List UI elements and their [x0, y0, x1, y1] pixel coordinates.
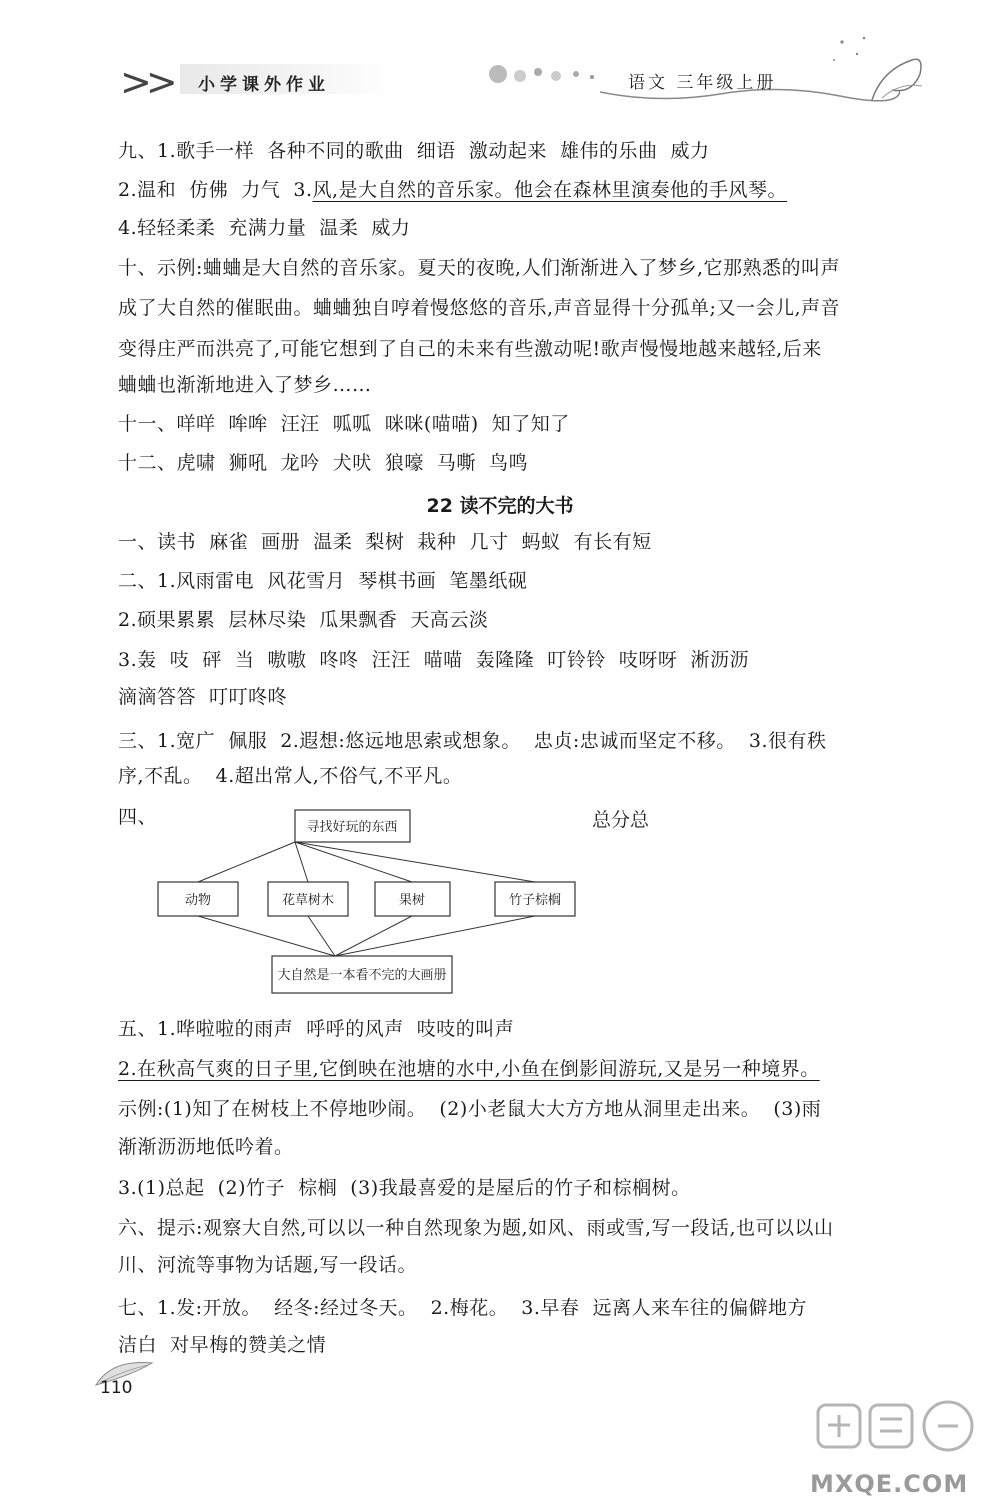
page-header [0, 0, 1000, 120]
answer-line: 3.(1)总起 (2)竹子 棕榈 (3)我最喜爱的是屋后的竹子和棕榈树。 [118, 1177, 691, 1199]
subject-grade: 语文 三年级上册 [628, 73, 777, 93]
underlined-sentence: 风,是大自然的音乐家。他会在森林里演奏他的手风琴。 [312, 179, 788, 201]
section-title: 22 读不完的大书 [426, 495, 574, 517]
answer-line: 十二、虎啸 狮吼 龙吟 犬吠 狼嚎 马嘶 鸟鸣 [118, 452, 528, 474]
answer-line: 成了大自然的催眠曲。蛐蛐独自哼着慢悠悠的音乐,声音显得十分孤单;又一会儿,声音 [118, 297, 840, 319]
answer-line: 五、1.哗啦啦的雨声 呼呼的风声 吱吱的叫声 [118, 1018, 515, 1040]
answer-line: 三、1.宽广 佩服 2.遐想:悠远地思索或想象。 忠贞:忠诚而坚定不移。 3.很有秩 [118, 730, 827, 752]
swirl-ornament-icon [812, 30, 932, 110]
answer-line: 滴滴答答 叮叮咚咚 [118, 686, 288, 708]
answer-line: 六、提示:观察大自然,可以以一种自然现象为题,如风、雨或雪,写一段话,也可以以山 [118, 1217, 834, 1239]
answer-line: 蛐蛐也渐渐地进入了梦乡…… [118, 374, 372, 396]
series-title: 小学课外作业 [198, 75, 330, 95]
answer-text: 2.温和 仿佛 力气 3. [118, 179, 313, 201]
page-number: 110 [100, 1378, 133, 1398]
structure-label: 总分总 [592, 809, 650, 831]
diagram-top-label: 寻找好玩的东西 [306, 820, 398, 835]
answer-line [118, 178, 787, 202]
answer-line: 序,不乱。 4.超出常人,不俗气,不平凡。 [118, 765, 463, 787]
answer-line: 3.轰 吱 砰 当 嗷嗷 咚咚 汪汪 喵喵 轰隆隆 叮铃铃 吱呀呀 淅沥沥 [118, 649, 749, 671]
answer-line: 一、读书 麻雀 画册 温柔 梨树 栽种 几寸 蚂蚁 有长有短 [118, 531, 652, 553]
chevron-icon: >> [120, 60, 172, 104]
answer-line: 十、示例:蛐蛐是大自然的音乐家。夏天的夜晚,人们渐渐进入了梦乡,它那熟悉的叫声 [118, 257, 840, 279]
answer-line: 2.硕果累累 层林尽染 瓜果飘香 天高云淡 [118, 609, 489, 631]
answer-line: 二、1.风雨雷电 风花雪月 琴棋书画 笔墨纸砚 [118, 570, 528, 592]
answer-line: 洁白 对早梅的赞美之情 [118, 1334, 327, 1356]
diagram-node-label: 花草树木 [281, 893, 335, 908]
diagram-node-label: 动物 [184, 893, 212, 908]
answer-line: 渐渐沥沥地低吟着。 [118, 1136, 294, 1158]
diagram-bottom-label: 大自然是一本看不完的大画册 [277, 968, 447, 983]
answer-line: 九、1.歌手一样 各种不同的歌曲 细语 激动起来 雄伟的乐曲 威力 [118, 140, 710, 162]
diagram-node-label: 果树 [398, 893, 426, 908]
watermark-text: MXQE.COM [810, 1470, 969, 1498]
answer-line: 川、河流等事物为话题,写一段话。 [118, 1254, 418, 1276]
decorative-dots-icon [480, 60, 610, 90]
underlined-sentence: 2.在秋高气爽的日子里,它倒映在池塘的水中,小鱼在倒影间游玩,又是另一种境界。 [118, 1058, 820, 1080]
question-label: 四、 [118, 806, 158, 828]
answer-line: 十一、咩咩 哞哞 汪汪 呱呱 咪咪(喵喵) 知了知了 [118, 413, 570, 435]
structure-diagram [150, 805, 600, 1000]
answer-line: 变得庄严而洪亮了,可能它想到了自己的未来有些激动呢!歌声慢慢地越来越轻,后来 [118, 338, 822, 360]
diagram-node-label: 竹子棕榈 [508, 893, 562, 908]
answer-line: 4.轻轻柔柔 充满力量 温柔 威力 [118, 217, 411, 239]
answer-line: 七、1.发:开放。 经冬:经过冬天。 2.梅花。 3.早春 远离人来车往的偏僻地方 [118, 1297, 808, 1319]
answer-line: 示例:(1)知了在树枝上不停地吵闹。 (2)小老鼠大大方方地从洞里走出来。 (3)雨 [118, 1098, 822, 1120]
